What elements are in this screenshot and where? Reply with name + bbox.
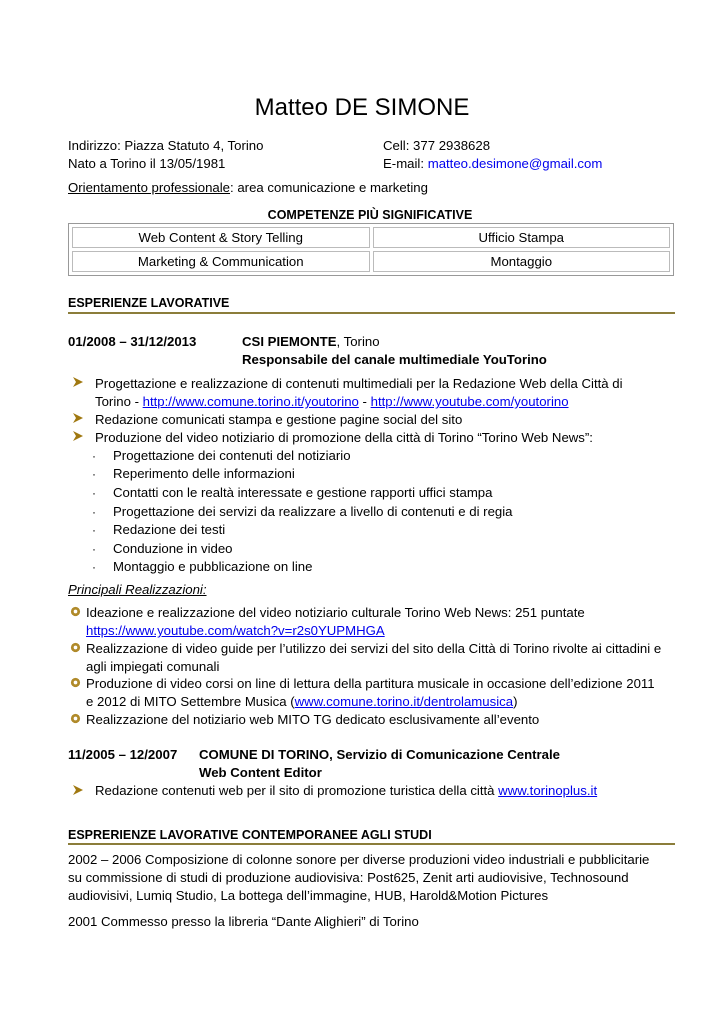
contemporary-p2: 2001 Commesso presso la libreria “Dante Alighieri” di Torino	[68, 914, 419, 929]
orientation-text: : area comunicazione e marketing	[230, 180, 428, 195]
sub-item: Progettazione dei contenuti del notiziario	[113, 448, 351, 463]
sub-item: Reperimento delle informazioni	[113, 466, 295, 481]
section-divider	[68, 843, 675, 845]
skill-cell: Marketing & Communication	[72, 251, 370, 272]
torinoplus-link[interactable]: www.torinoplus.it	[498, 783, 598, 798]
job1-company: CSI PIEMONTE	[242, 334, 337, 349]
arrow-bullet-icon	[72, 784, 84, 796]
contemporary-p1-line-3: audiovisivi, Lumiq Studio, La bottega dell’immagine, HUB, Harold&Motion Pictures	[68, 888, 549, 903]
orientation-line	[68, 179, 428, 197]
contemporary-p1-line-2: su commissione di studi di produzione audiovisiva: Post625, Zenit arti audiovisive, Technosound	[68, 870, 629, 885]
flower-bullet-icon	[70, 642, 81, 653]
sub-item: Montaggio e pubblicazione on line	[113, 559, 313, 574]
achievement-3-line-1: Produzione di video corsi on line di lettura della partitura musicale in occasione dell’edizione 2011	[86, 676, 655, 691]
youtorino-link[interactable]: http://www.comune.torino.it/youtorino	[142, 394, 359, 409]
job1-bullet-2: Redazione comunicati stampa e gestione pagine social del sito	[95, 412, 463, 427]
job1-employer	[242, 333, 380, 351]
job1-city: , Torino	[336, 334, 380, 349]
skills-table	[68, 223, 674, 276]
bullet-text: -	[358, 394, 371, 409]
arrow-bullet-icon	[72, 430, 84, 442]
experience-heading: ESPERIENZE LAVORATIVE	[68, 296, 230, 310]
bullet-text: Torino -	[95, 394, 143, 409]
achievement-text: e 2012 di MITO Settembre Musica (	[86, 694, 295, 709]
skill-cell: Ufficio Stampa	[373, 227, 671, 248]
sub-bullet-dot: ·	[92, 449, 96, 463]
job1-dates: 01/2008 – 31/12/2013	[68, 334, 197, 349]
job1-role: Responsabile del canale multimediale YouTorino	[242, 352, 547, 367]
skills-row	[72, 227, 670, 248]
sub-bullet-dot: ·	[92, 542, 96, 556]
sub-item: Conduzione in video	[113, 541, 233, 556]
bullet-text: Redazione contenuti web per il sito di promozione turistica della città	[95, 783, 499, 798]
arrow-bullet-icon	[72, 376, 84, 388]
youtube-youtorino-link[interactable]: http://www.youtube.com/youtorino	[370, 394, 569, 409]
job1-bullet-3: Produzione del video notiziario di promozione della città di Torino “Torino Web News”:	[95, 430, 593, 445]
sub-bullet-dot: ·	[92, 505, 96, 519]
achievement-2-line-2: agli impiegati comunali	[86, 659, 220, 674]
job1-bullet-1-line-2	[95, 393, 569, 411]
section-divider	[68, 312, 675, 314]
job2-bullet-1	[95, 782, 597, 800]
achievement-1-line-1: Ideazione e realizzazione del video notiziario culturale Torino Web News: 251 puntate	[86, 605, 585, 620]
page-title: Matteo DE SIMONE	[254, 94, 470, 121]
contemporary-p1-line-1: 2002 – 2006 Composizione di colonne sonore per diverse produzioni video industriali e pubblicitarie	[68, 852, 650, 867]
sub-bullet-dot: ·	[92, 486, 96, 500]
birth-info: Nato a Torino il 13/05/1981	[68, 156, 226, 171]
achievement-1-line-2	[86, 622, 385, 640]
sub-item: Progettazione dei servizi da realizzare a livello di contenuti e di regia	[113, 504, 513, 519]
job2-company: COMUNE DI TORINO, Servizio di Comunicazione Centrale	[199, 747, 561, 762]
job2-role: Web Content Editor	[199, 765, 322, 780]
flower-bullet-icon	[70, 713, 81, 724]
sub-item: Contatti con le realtà interessate e gestione rapporti uffici stampa	[113, 485, 493, 500]
job1-bullet-1-line-1: Progettazione e realizzazione di contenuti multimediali per la Redazione Web della Città di	[95, 376, 623, 391]
address: Indirizzo: Piazza Statuto 4, Torino	[68, 138, 264, 153]
email-link[interactable]: matteo.desimone@gmail.com	[427, 156, 603, 171]
email-line	[383, 155, 602, 173]
sub-bullet-dot: ·	[92, 560, 96, 574]
achievement-3-line-2	[86, 693, 518, 711]
skill-cell: Web Content & Story Telling	[72, 227, 370, 248]
flower-bullet-icon	[70, 677, 81, 688]
sub-bullet-dot: ·	[92, 467, 96, 481]
dentrolamusica-link[interactable]: www.comune.torino.it/dentrolamusica	[294, 694, 514, 709]
skills-row	[72, 251, 670, 272]
youtube-video-link[interactable]: https://www.youtube.com/watch?v=r2s0YUPMHGA	[86, 623, 385, 638]
cell-phone: Cell: 377 2938628	[383, 138, 491, 153]
achievement-4: Realizzazione del notiziario web MITO TG dedicato esclusivamente all’evento	[86, 712, 540, 727]
skills-heading: COMPETENZE PIÙ SIGNIFICATIVE	[267, 208, 473, 222]
email-label: E-mail:	[383, 156, 428, 171]
sub-bullet-dot: ·	[92, 523, 96, 537]
job2-dates: 11/2005 – 12/2007	[68, 747, 178, 762]
skill-cell: Montaggio	[373, 251, 671, 272]
achievement-2-line-1: Realizzazione di video guide per l’utilizzo dei servizi del sito della Città di Torino rivolte ai cittadini e	[86, 641, 662, 656]
flower-bullet-icon	[70, 606, 81, 617]
orientation-label: Orientamento professionale	[68, 180, 231, 195]
achievement-text: )	[513, 694, 518, 709]
achievements-label: Principali Realizzazioni:	[68, 582, 207, 597]
contemporary-heading: ESPRERIENZE LAVORATIVE CONTEMPORANEE AGLI STUDI	[68, 828, 432, 842]
arrow-bullet-icon	[72, 412, 84, 424]
sub-item: Redazione dei testi	[113, 522, 226, 537]
